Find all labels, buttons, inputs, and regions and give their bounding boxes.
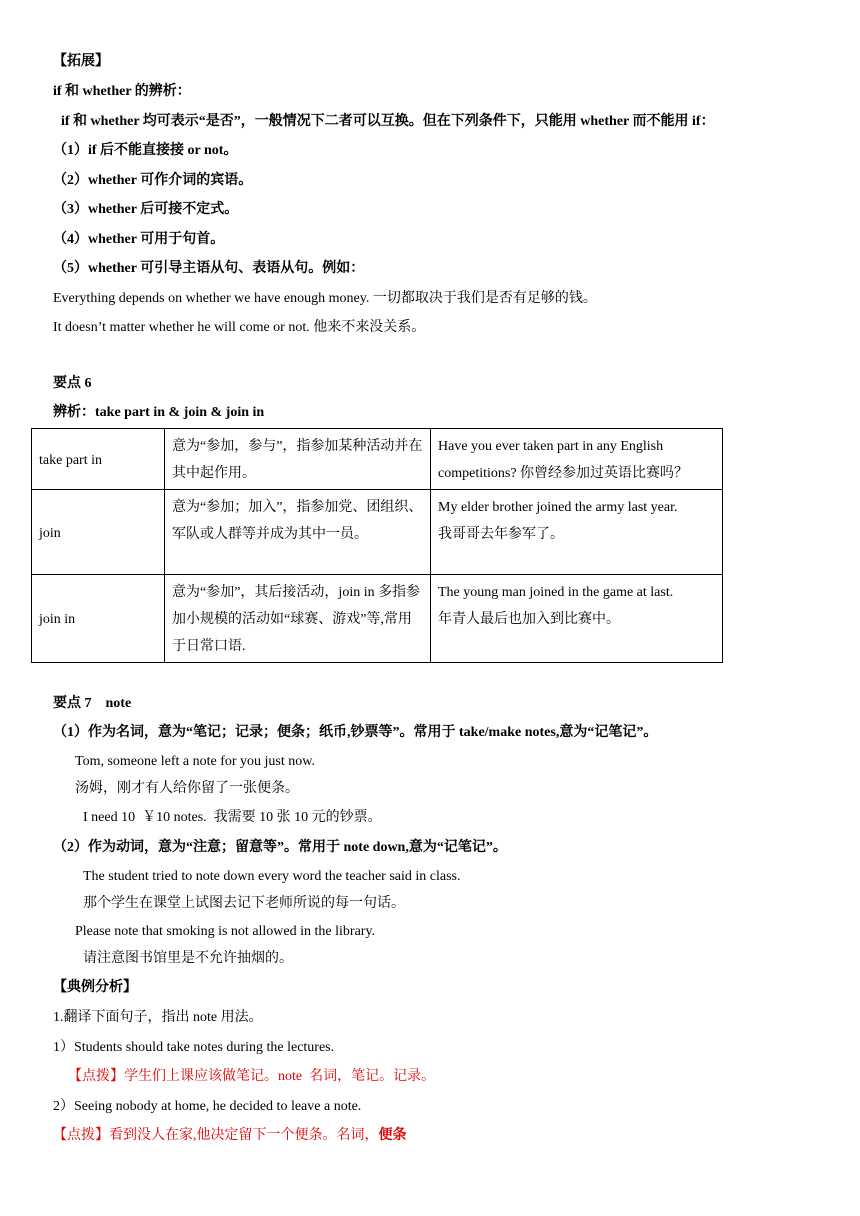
expand-point-5: （5）whether 可引导主语从句、表语从句。例如： [53, 261, 365, 276]
expand-point-1: （1）if 后不能直接接 or not。 [53, 143, 238, 158]
meaning-cell: 意为“参加”，其后接活动，join in 多指参加小规模的活动如“球赛、游戏”等,常用于日常口语. [165, 575, 431, 663]
analysis-answer-2-emphasis: 便条 [378, 1128, 407, 1143]
expand-example-1: Everything depends on whether we have enough money. 一切都取决于我们是否有足够的钱。 [53, 291, 597, 306]
point7-verb-example-4: 请注意图书馆里是不允许抽烟的。 [83, 951, 293, 966]
example-cell [431, 575, 723, 663]
point7-noun-example-3: I need 10 ￥10 notes. 我需要 10 张 10 元的钞票。 [83, 810, 382, 825]
analysis-answer-2 [53, 1126, 407, 1146]
point7-verb-example-1: The student tried to note down every word the teacher said in class. [83, 869, 461, 884]
expand-subheading: if 和 whether 的辨析： [53, 84, 191, 99]
expand-point-2: （2）whether 可作介词的宾语。 [53, 173, 253, 188]
example-en: My elder brother joined the army last year. [438, 500, 678, 515]
meaning-cell: 意为“参加，参与”，指参加某种活动并在其中起作用。 [165, 429, 431, 490]
expand-example-2: It doesn’t matter whether he will come or not. 他来不来没关系。 [53, 320, 426, 335]
table-row [32, 575, 723, 663]
point6-title: 要点 6 [53, 376, 92, 391]
meaning-cell: 意为“参加；加入”，指参加党、团组织、军队或人群等并成为其中一员。 [165, 490, 431, 575]
analysis-question-2: 2）Seeing nobody at home, he decided to leave a note. [53, 1099, 362, 1114]
example-zh: 年青人最后也加入到比赛中。 [438, 612, 620, 627]
point7-verb-rule: （2）作为动词，意为“注意；留意等”。常用于 note down,意为“记笔记”。 [53, 840, 507, 855]
table-row [32, 429, 723, 490]
example-cell [431, 490, 723, 575]
example-en: Have you ever taken part in any English competitions? [438, 439, 664, 481]
example-zh: 我哥哥去年参军了。 [438, 527, 564, 542]
expand-point-4: （4）whether 可用于句首。 [53, 232, 225, 247]
term-cell: join in [32, 575, 165, 663]
term-cell: take part in [32, 429, 165, 490]
point7-noun-rule: （1）作为名词，意为“笔记；记录；便条；纸币,钞票等”。常用于 take/make notes,意为“记笔记”。 [53, 725, 658, 740]
term-cell: join [32, 490, 165, 575]
analysis-answer-1: 【点拨】学生们上课应该做笔记。note 名词，笔记。记录。 [68, 1069, 436, 1084]
point7-title: 要点 7 note [53, 696, 132, 711]
example-cell [431, 429, 723, 490]
point7-verb-example-3: Please note that smoking is not allowed in the library. [75, 924, 376, 939]
example-en: The young man joined in the game at last. [438, 585, 674, 600]
point7-noun-example-2: 汤姆，刚才有人给你留了一张便条。 [75, 781, 299, 796]
point6-subtitle: 辨析：take part in & join & join in [53, 405, 265, 420]
comparison-table [31, 428, 723, 663]
point7-verb-example-2: 那个学生在课堂上试图去记下老师所说的每一句话。 [83, 896, 405, 911]
expand-intro: if 和 whether 均可表示“是否”，一般情况下二者可以互换。但在下列条件下，只能用 whether 而不能用 if： [61, 114, 715, 129]
expand-point-3: （3）whether 后可接不定式。 [53, 202, 239, 217]
analysis-question-1: 1）Students should take notes during the lectures. [53, 1040, 335, 1055]
analysis-answer-2-text: 【点拨】看到没人在家,他决定留下一个便条。名词， [53, 1128, 379, 1143]
example-zh: 你曾经参加过英语比赛吗？ [520, 466, 689, 481]
analysis-heading: 【典例分析】 [53, 980, 137, 995]
table-row [32, 490, 723, 575]
analysis-task: 1.翻译下面句子，指出 note 用法。 [53, 1010, 263, 1025]
expand-heading: 【拓展】 [53, 54, 109, 69]
point7-noun-example-1: Tom, someone left a note for you just now. [75, 754, 315, 769]
